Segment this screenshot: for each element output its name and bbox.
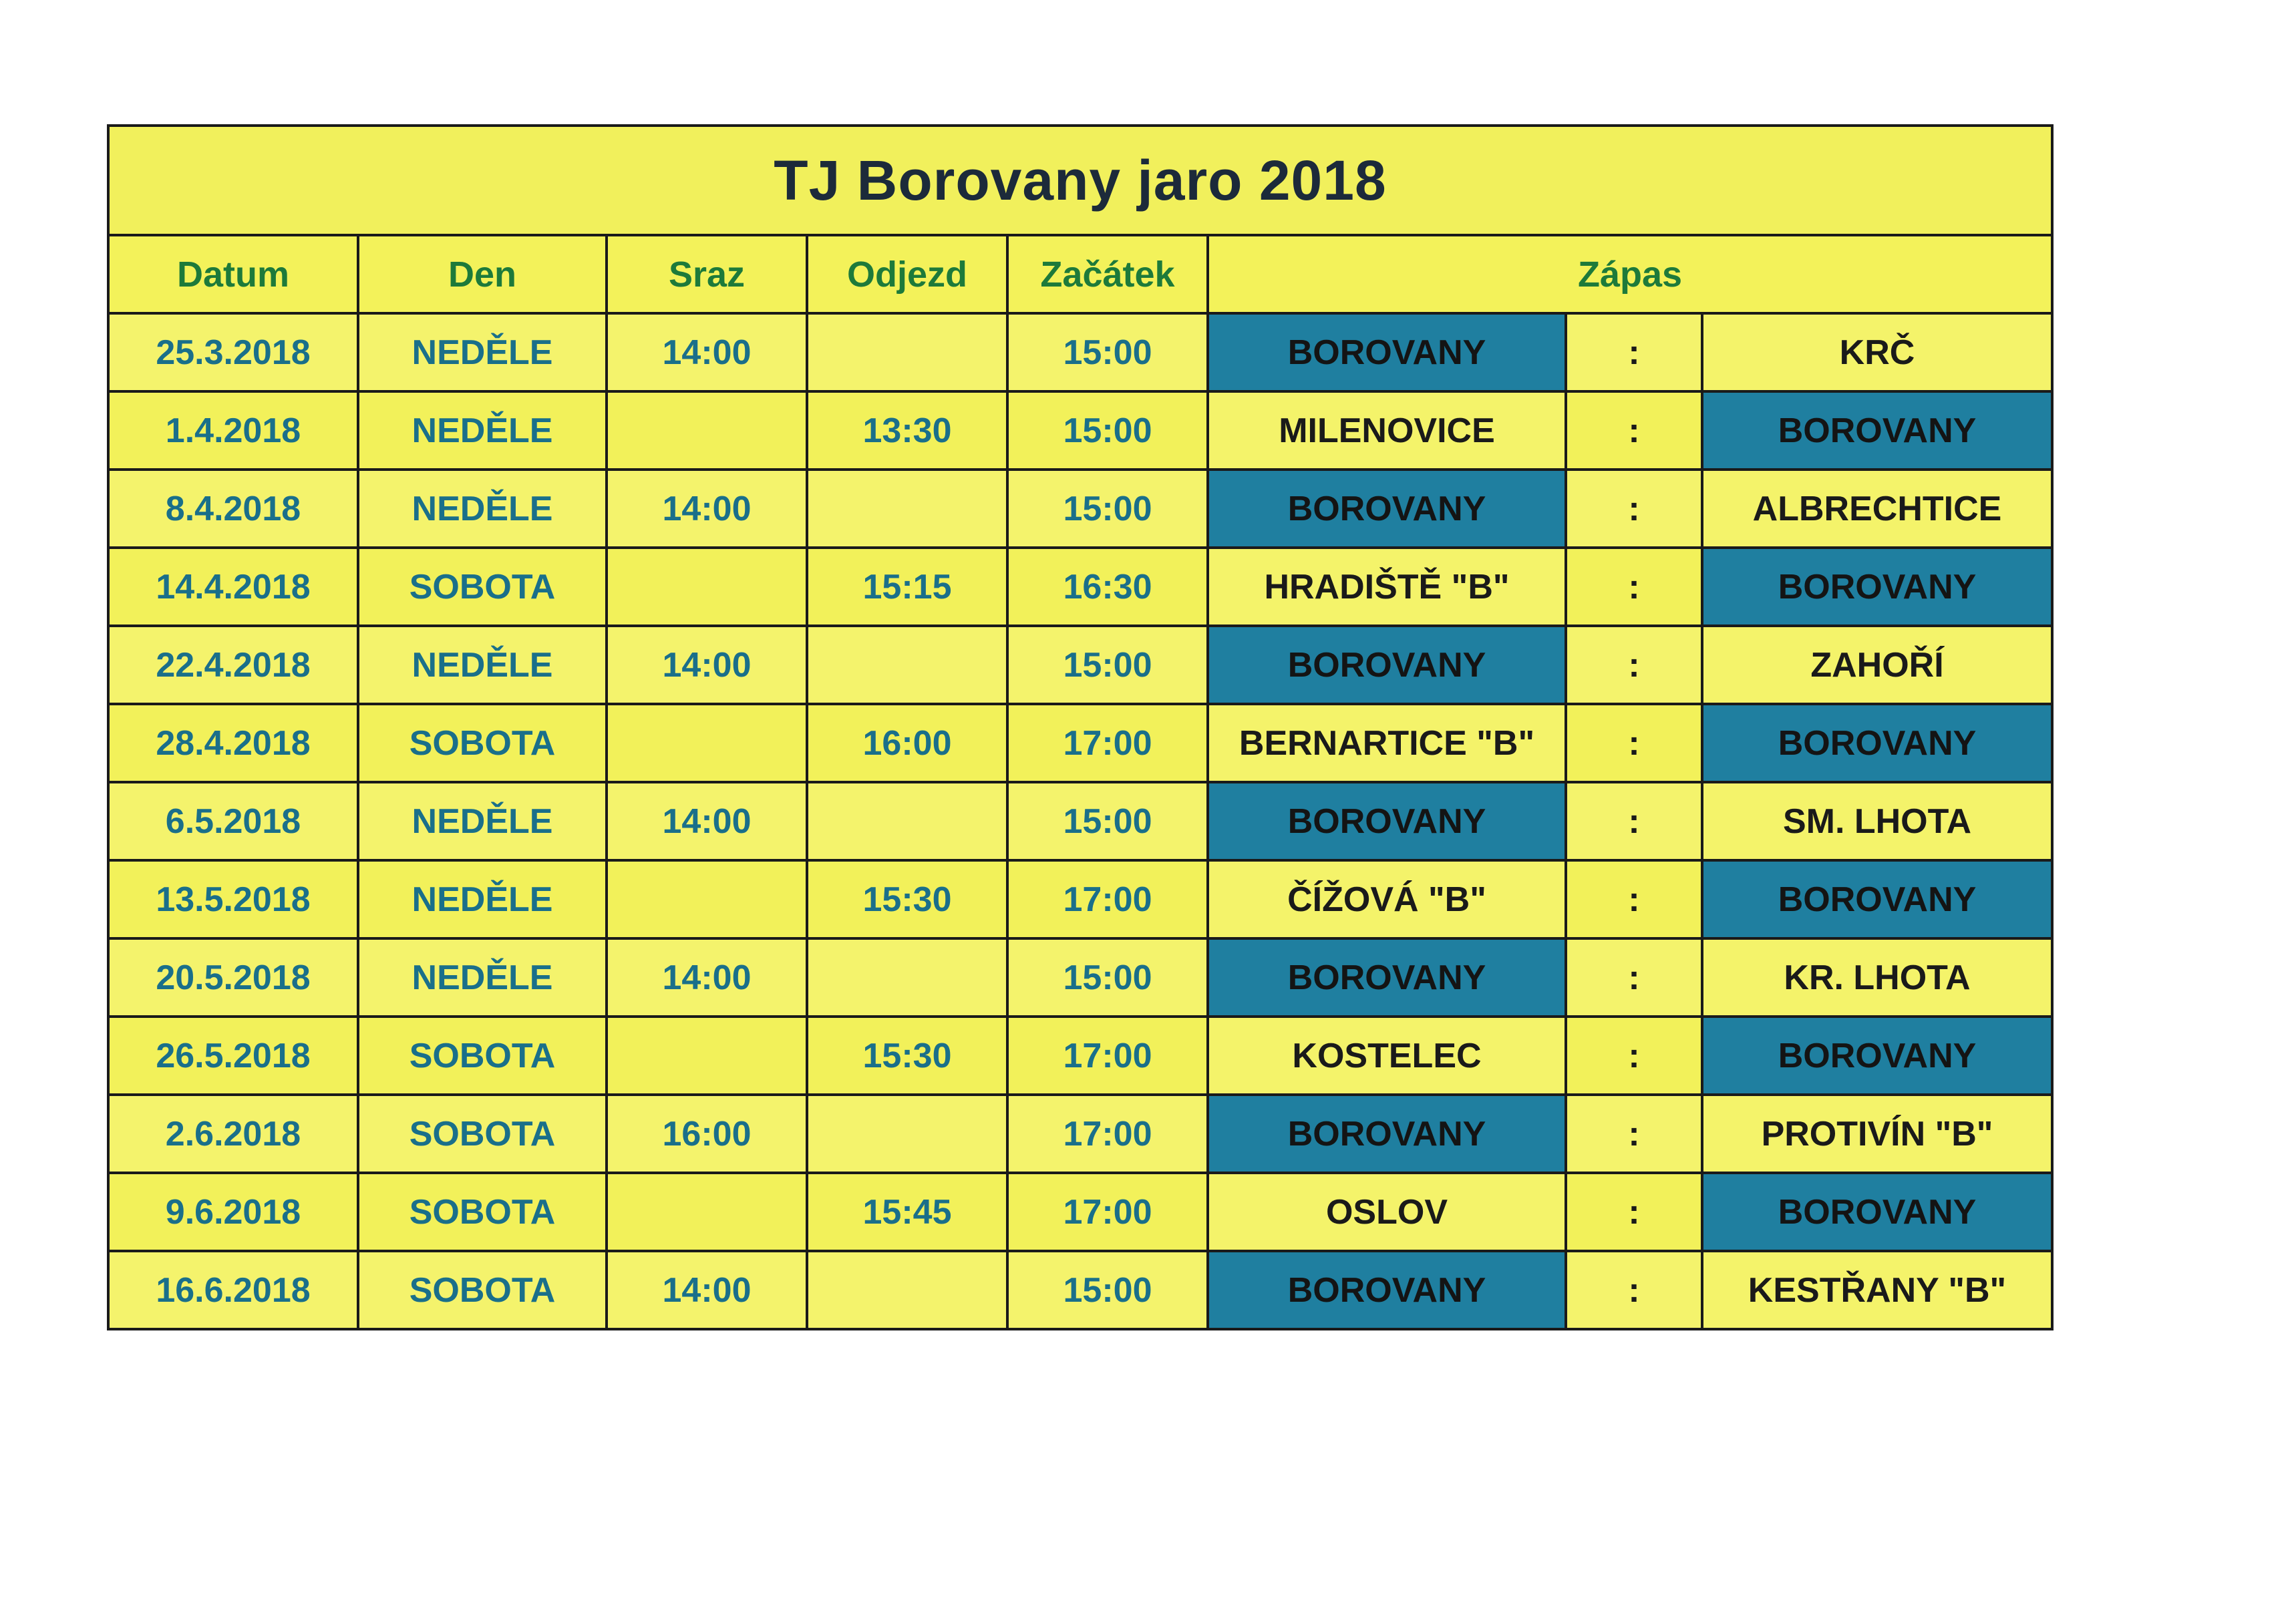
cell-zacatek: 17:00 <box>1007 704 1208 782</box>
cell-home-team: BOROVANY <box>1208 1095 1566 1173</box>
table-row <box>110 626 2051 704</box>
cell-zacatek: 16:30 <box>1007 548 1208 626</box>
table-row <box>110 548 2051 626</box>
cell-home-team: BOROVANY <box>1208 313 1566 391</box>
cell-separator: : <box>1566 470 1702 548</box>
cell-home-team: HRADIŠTĚ "B" <box>1208 548 1566 626</box>
cell-separator: : <box>1566 391 1702 470</box>
cell-datum: 13.5.2018 <box>110 860 358 938</box>
schedule-body <box>110 313 2051 1328</box>
cell-odjezd: 16:00 <box>807 704 1007 782</box>
cell-zacatek: 15:00 <box>1007 313 1208 391</box>
cell-sraz: 14:00 <box>607 782 807 860</box>
schedule-table <box>110 236 2051 1328</box>
cell-den: SOBOTA <box>358 704 607 782</box>
cell-away-team: KESTŘANY "B" <box>1702 1251 2051 1328</box>
cell-odjezd <box>807 470 1007 548</box>
cell-away-team: KR. LHOTA <box>1702 938 2051 1017</box>
cell-den: SOBOTA <box>358 548 607 626</box>
cell-away-team: BOROVANY <box>1702 860 2051 938</box>
page-title: TJ Borovany jaro 2018 <box>774 148 1387 212</box>
cell-den: NEDĚLE <box>358 938 607 1017</box>
cell-sraz <box>607 704 807 782</box>
cell-datum: 28.4.2018 <box>110 704 358 782</box>
cell-separator: : <box>1566 860 1702 938</box>
cell-den: NEDĚLE <box>358 626 607 704</box>
cell-odjezd <box>807 1095 1007 1173</box>
cell-sraz: 14:00 <box>607 470 807 548</box>
cell-separator: : <box>1566 1173 1702 1251</box>
cell-away-team: KRČ <box>1702 313 2051 391</box>
header-zacatek: Začátek <box>1007 236 1208 313</box>
table-row <box>110 391 2051 470</box>
cell-odjezd <box>807 1251 1007 1328</box>
cell-away-team: PROTIVÍN "B" <box>1702 1095 2051 1173</box>
cell-datum: 20.5.2018 <box>110 938 358 1017</box>
cell-zacatek: 17:00 <box>1007 860 1208 938</box>
cell-sraz: 16:00 <box>607 1095 807 1173</box>
cell-den: NEDĚLE <box>358 860 607 938</box>
cell-datum: 8.4.2018 <box>110 470 358 548</box>
cell-separator: : <box>1566 626 1702 704</box>
cell-away-team: SM. LHOTA <box>1702 782 2051 860</box>
cell-odjezd: 15:30 <box>807 860 1007 938</box>
cell-separator: : <box>1566 782 1702 860</box>
cell-datum: 2.6.2018 <box>110 1095 358 1173</box>
table-row <box>110 1251 2051 1328</box>
table-row <box>110 313 2051 391</box>
cell-sraz: 14:00 <box>607 626 807 704</box>
cell-away-team: BOROVANY <box>1702 548 2051 626</box>
cell-odjezd <box>807 938 1007 1017</box>
cell-zacatek: 17:00 <box>1007 1017 1208 1095</box>
cell-sraz <box>607 548 807 626</box>
cell-sraz <box>607 1173 807 1251</box>
cell-den: SOBOTA <box>358 1251 607 1328</box>
cell-zacatek: 15:00 <box>1007 782 1208 860</box>
header-odjezd: Odjezd <box>807 236 1007 313</box>
cell-den: NEDĚLE <box>358 470 607 548</box>
cell-odjezd <box>807 626 1007 704</box>
cell-sraz <box>607 860 807 938</box>
cell-away-team: BOROVANY <box>1702 391 2051 470</box>
cell-zacatek: 15:00 <box>1007 391 1208 470</box>
cell-odjezd: 15:15 <box>807 548 1007 626</box>
table-row <box>110 1095 2051 1173</box>
cell-home-team: BOROVANY <box>1208 782 1566 860</box>
cell-sraz: 14:00 <box>607 1251 807 1328</box>
cell-odjezd: 15:45 <box>807 1173 1007 1251</box>
cell-separator: : <box>1566 704 1702 782</box>
cell-zacatek: 17:00 <box>1007 1095 1208 1173</box>
cell-den: SOBOTA <box>358 1017 607 1095</box>
table-row <box>110 470 2051 548</box>
cell-home-team: MILENOVICE <box>1208 391 1566 470</box>
cell-separator: : <box>1566 1251 1702 1328</box>
cell-datum: 26.5.2018 <box>110 1017 358 1095</box>
cell-away-team: ALBRECHTICE <box>1702 470 2051 548</box>
cell-home-team: BOROVANY <box>1208 1251 1566 1328</box>
cell-odjezd <box>807 782 1007 860</box>
table-row <box>110 704 2051 782</box>
cell-home-team: OSLOV <box>1208 1173 1566 1251</box>
cell-sraz <box>607 1017 807 1095</box>
cell-datum: 22.4.2018 <box>110 626 358 704</box>
cell-home-team: BOROVANY <box>1208 470 1566 548</box>
cell-den: NEDĚLE <box>358 313 607 391</box>
table-row <box>110 938 2051 1017</box>
header-datum: Datum <box>110 236 358 313</box>
cell-away-team: BOROVANY <box>1702 1173 2051 1251</box>
cell-den: NEDĚLE <box>358 391 607 470</box>
cell-datum: 9.6.2018 <box>110 1173 358 1251</box>
cell-den: SOBOTA <box>358 1095 607 1173</box>
cell-datum: 25.3.2018 <box>110 313 358 391</box>
cell-datum: 16.6.2018 <box>110 1251 358 1328</box>
cell-home-team: BOROVANY <box>1208 626 1566 704</box>
cell-datum: 6.5.2018 <box>110 782 358 860</box>
cell-separator: : <box>1566 313 1702 391</box>
cell-odjezd: 13:30 <box>807 391 1007 470</box>
table-row <box>110 782 2051 860</box>
cell-sraz: 14:00 <box>607 313 807 391</box>
cell-away-team: BOROVANY <box>1702 704 2051 782</box>
table-row <box>110 860 2051 938</box>
cell-home-team: ČÍŽOVÁ "B" <box>1208 860 1566 938</box>
cell-odjezd <box>807 313 1007 391</box>
cell-sraz: 14:00 <box>607 938 807 1017</box>
cell-separator: : <box>1566 1095 1702 1173</box>
cell-away-team: BOROVANY <box>1702 1017 2051 1095</box>
cell-separator: : <box>1566 1017 1702 1095</box>
title-row <box>110 127 2051 236</box>
header-den: Den <box>358 236 607 313</box>
table-row <box>110 1173 2051 1251</box>
cell-separator: : <box>1566 938 1702 1017</box>
cell-den: SOBOTA <box>358 1173 607 1251</box>
cell-home-team: KOSTELEC <box>1208 1017 1566 1095</box>
header-zapas: Zápas <box>1208 236 2051 313</box>
schedule-sheet <box>107 124 2054 1330</box>
cell-datum: 14.4.2018 <box>110 548 358 626</box>
cell-zacatek: 15:00 <box>1007 1251 1208 1328</box>
cell-home-team: BERNARTICE "B" <box>1208 704 1566 782</box>
cell-zacatek: 15:00 <box>1007 470 1208 548</box>
cell-separator: : <box>1566 548 1702 626</box>
cell-home-team: BOROVANY <box>1208 938 1566 1017</box>
cell-sraz <box>607 391 807 470</box>
cell-datum: 1.4.2018 <box>110 391 358 470</box>
cell-away-team: ZAHOŘÍ <box>1702 626 2051 704</box>
header-row <box>110 236 2051 313</box>
cell-zacatek: 15:00 <box>1007 938 1208 1017</box>
table-row <box>110 1017 2051 1095</box>
header-sraz: Sraz <box>607 236 807 313</box>
cell-zacatek: 15:00 <box>1007 626 1208 704</box>
cell-odjezd: 15:30 <box>807 1017 1007 1095</box>
cell-zacatek: 17:00 <box>1007 1173 1208 1251</box>
cell-den: NEDĚLE <box>358 782 607 860</box>
